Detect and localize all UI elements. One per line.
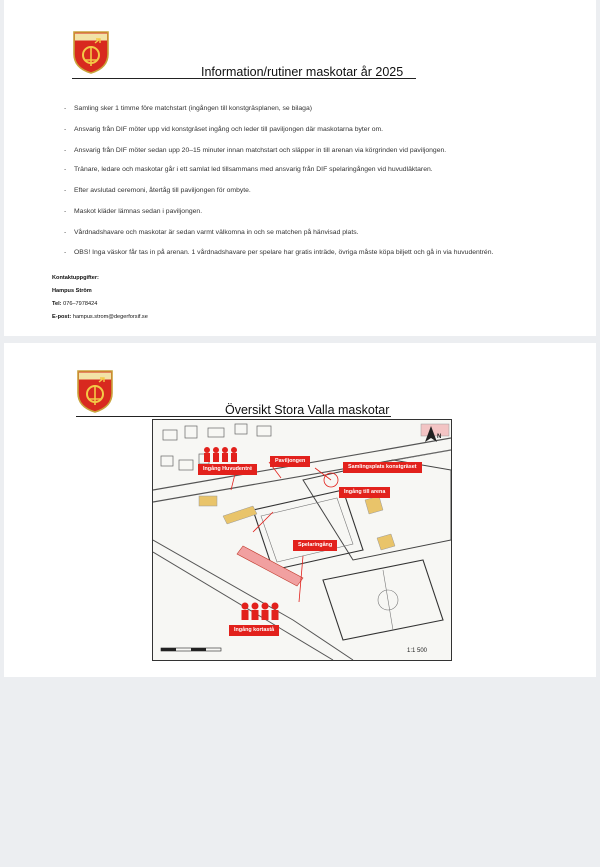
degerfors-crest-logo xyxy=(76,369,114,413)
document-page-1 xyxy=(4,0,596,336)
tel-label: Tel: xyxy=(52,301,62,307)
list-item: - Tränare, ledare och maskotar går i ett samlat led tillsammans med ansvarig från DIF spelaringången vid huvudläktaren. xyxy=(64,162,534,177)
contact-email[interactable]: hampus.strom@degerforsif.se xyxy=(72,314,148,320)
label-spelaringang: Spelaringång xyxy=(293,540,337,551)
list-item: - Vårdnadshavare och maskotar är sedan varmt välkomna in och se matchen på hänvisad plats. xyxy=(64,225,534,240)
list-item: - Ansvarig från DIF möter sedan upp 20–15 minuter innan matchstart och släpper in till arenan via körgrinden vid paviljongen. xyxy=(64,143,534,158)
label-paviljongen: Paviljongen xyxy=(270,456,310,467)
label-ingang-arena: Ingång till arena xyxy=(339,487,390,498)
list-item: - Maskot kläder lämnas sedan i paviljongen. xyxy=(64,204,534,219)
list-item: - Ansvarig från DIF möter upp vid konstgräset ingång och leder till paviljongen där maskotarna byter om. xyxy=(64,122,534,137)
degerfors-crest-logo xyxy=(72,30,110,74)
contact-phone: 076–7978424 xyxy=(63,301,98,307)
label-samlingsplats: Samlingsplats konstgräset xyxy=(343,462,422,473)
email-label: E-post: xyxy=(52,314,72,320)
page-title: Översikt Stora Valla maskotar xyxy=(225,403,390,417)
contact-info xyxy=(52,272,148,324)
label-ingang-huvudentre: Ingång Huvudentré xyxy=(198,464,257,475)
list-item: - OBS! Inga väskor får tas in på arenan. 1 vårdnadshavare per spelare har gratis inträde, övriga måste köpa biljett och gå in via huvudentrén. xyxy=(64,245,534,260)
map-scale: 1:1 500 xyxy=(407,648,428,654)
rules-list xyxy=(64,101,534,265)
contact-name: Hampus Ström xyxy=(52,288,92,294)
document-page-2 xyxy=(4,343,596,677)
contact-heading: Kontaktuppgifter: xyxy=(52,275,99,281)
list-item: - Samling sker 1 timme före matchstart (ingången till konstgräsplanen, se bilaga) xyxy=(64,101,534,116)
label-ingang-kortasta: Ingång kortastå xyxy=(229,625,279,636)
stadium-map xyxy=(152,419,452,661)
list-item: - Efter avslutad ceremoni, återtåg till paviljongen för ombyte. xyxy=(64,183,534,198)
north-label: N xyxy=(437,434,442,440)
page-title: Information/rutiner maskotar år 2025 xyxy=(201,65,404,79)
